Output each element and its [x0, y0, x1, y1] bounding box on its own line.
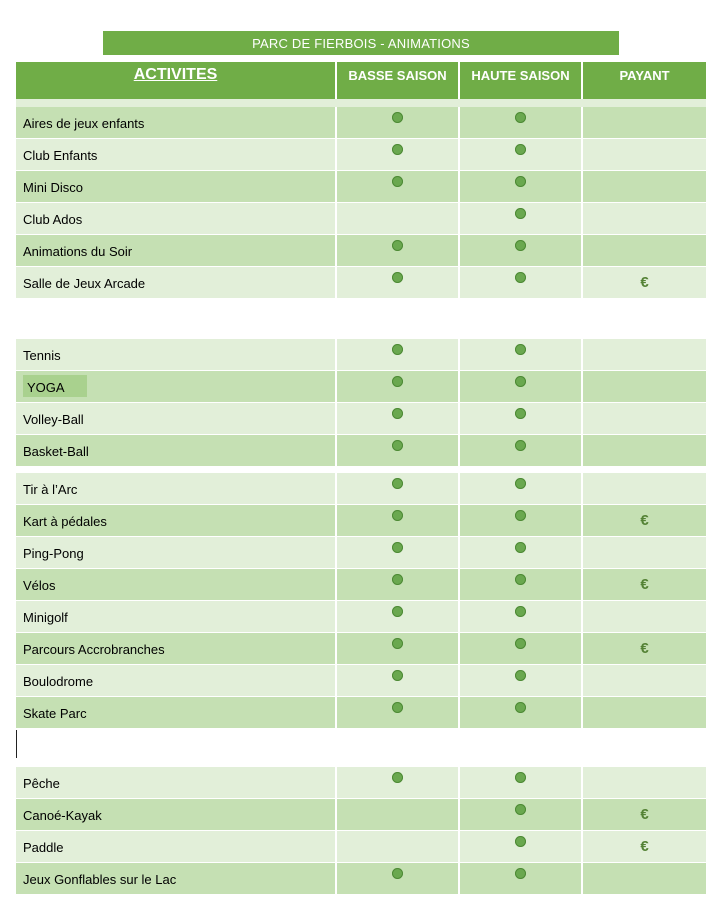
- euro-icon: €: [640, 576, 649, 593]
- payant-cell: [583, 435, 706, 466]
- activity-label: Minigolf: [23, 610, 68, 625]
- table-row: [16, 863, 706, 894]
- euro-icon: €: [640, 806, 649, 823]
- payant-cell: [583, 537, 706, 568]
- green-dot-icon: [515, 440, 526, 451]
- table-row: [16, 799, 706, 830]
- activity-label: Tennis: [23, 348, 61, 363]
- payant-cell: [583, 403, 706, 434]
- payant-cell: [583, 799, 706, 830]
- green-dot-icon: [392, 702, 403, 713]
- green-dot-icon: [515, 702, 526, 713]
- basse-saison-cell: [337, 203, 458, 234]
- haute-saison-cell: [460, 403, 581, 434]
- basse-saison-cell: [337, 139, 458, 170]
- activity-cell: [16, 473, 335, 504]
- payant-cell: [583, 863, 706, 894]
- haute-saison-cell: [460, 203, 581, 234]
- haute-saison-cell: [460, 171, 581, 202]
- green-dot-icon: [392, 542, 403, 553]
- page-title: PARC DE FIERBOIS - ANIMATIONS: [103, 31, 619, 55]
- haute-saison-cell: [460, 601, 581, 632]
- activity-label: Salle de Jeux Arcade: [23, 276, 146, 291]
- haute-saison-cell: [460, 435, 581, 466]
- payant-cell: [583, 107, 706, 138]
- haute-saison-cell: [460, 473, 581, 504]
- activity-label: Mini Disco: [23, 180, 83, 195]
- activity-label: Basket-Ball: [23, 444, 89, 459]
- green-dot-icon: [515, 344, 526, 355]
- activity-label: Tir à l’Arc: [23, 482, 78, 497]
- green-dot-icon: [392, 112, 403, 123]
- activity-cell: [16, 697, 335, 728]
- basse-saison-cell: [337, 505, 458, 536]
- header-haute-saison: HAUTE SAISON: [460, 62, 581, 99]
- activity-label: Vélos: [23, 578, 56, 593]
- green-dot-icon: [515, 112, 526, 123]
- basse-saison-cell: [337, 601, 458, 632]
- header-separator: [16, 99, 706, 107]
- table-row: [16, 537, 706, 568]
- haute-saison-cell: [460, 665, 581, 696]
- activity-label: Boulodrome: [23, 674, 94, 689]
- activity-label: Club Enfants: [23, 148, 98, 163]
- green-dot-icon: [515, 574, 526, 585]
- basse-saison-cell: [337, 403, 458, 434]
- activity-label: Animations du Soir: [23, 244, 133, 259]
- green-dot-icon: [515, 408, 526, 419]
- basse-saison-cell: [337, 799, 458, 830]
- payant-cell: [583, 235, 706, 266]
- green-dot-icon: [515, 638, 526, 649]
- basse-saison-cell: [337, 831, 458, 862]
- green-dot-icon: [515, 772, 526, 783]
- payant-cell: [583, 371, 706, 402]
- table-row: [16, 235, 706, 266]
- green-dot-icon: [392, 272, 403, 283]
- table-row: [16, 267, 706, 298]
- haute-saison-cell: [460, 339, 581, 370]
- green-dot-icon: [392, 868, 403, 879]
- green-dot-icon: [392, 606, 403, 617]
- green-dot-icon: [392, 510, 403, 521]
- table-row: [16, 569, 706, 600]
- green-dot-icon: [392, 478, 403, 489]
- haute-saison-cell: [460, 235, 581, 266]
- payant-cell: [583, 139, 706, 170]
- green-dot-icon: [515, 144, 526, 155]
- activity-label: Jeux Gonflables sur le Lac: [23, 872, 177, 887]
- basse-saison-cell: [337, 767, 458, 798]
- header-activites: ACTIVITES: [16, 62, 335, 99]
- table-row: [16, 171, 706, 202]
- basse-saison-cell: [337, 171, 458, 202]
- payant-cell: [583, 697, 706, 728]
- green-dot-icon: [392, 344, 403, 355]
- green-dot-icon: [392, 772, 403, 783]
- activity-cell: [16, 863, 335, 894]
- basse-saison-cell: [337, 267, 458, 298]
- basse-saison-cell: [337, 665, 458, 696]
- activity-cell: [16, 371, 335, 402]
- haute-saison-cell: [460, 697, 581, 728]
- green-dot-icon: [515, 670, 526, 681]
- payant-cell: [583, 339, 706, 370]
- table-row: [16, 371, 706, 402]
- payant-cell: [583, 601, 706, 632]
- activity-cell: [16, 403, 335, 434]
- activity-cell: [16, 537, 335, 568]
- table-row: [16, 601, 706, 632]
- activity-cell: [16, 139, 335, 170]
- activity-label: Club Ados: [23, 212, 83, 227]
- basse-saison-cell: [337, 339, 458, 370]
- activity-cell: [16, 767, 335, 798]
- table-row: [16, 665, 706, 696]
- activity-label: Pêche: [23, 776, 60, 791]
- green-dot-icon: [392, 574, 403, 585]
- basse-saison-cell: [337, 863, 458, 894]
- basse-saison-cell: [337, 569, 458, 600]
- table-row: [16, 107, 706, 138]
- green-dot-icon: [392, 670, 403, 681]
- haute-saison-cell: [460, 371, 581, 402]
- green-dot-icon: [392, 376, 403, 387]
- activity-label: YOGA: [27, 380, 65, 395]
- activity-label: Ping-Pong: [23, 546, 84, 561]
- activity-cell: [16, 601, 335, 632]
- basse-saison-cell: [337, 371, 458, 402]
- green-dot-icon: [515, 868, 526, 879]
- haute-saison-cell: [460, 767, 581, 798]
- haute-saison-cell: [460, 505, 581, 536]
- activity-cell: [16, 569, 335, 600]
- activity-label: Aires de jeux enfants: [23, 116, 145, 131]
- table-row: [16, 203, 706, 234]
- basse-saison-cell: [337, 473, 458, 504]
- activity-label: Paddle: [23, 840, 64, 855]
- activity-cell: [16, 235, 335, 266]
- payant-cell: [583, 665, 706, 696]
- basse-saison-cell: [337, 107, 458, 138]
- green-dot-icon: [515, 240, 526, 251]
- haute-saison-cell: [460, 831, 581, 862]
- green-dot-icon: [392, 408, 403, 419]
- activity-label: Canoé-Kayak: [23, 808, 102, 823]
- table-row: [16, 403, 706, 434]
- haute-saison-cell: [460, 569, 581, 600]
- table-row: [16, 505, 706, 536]
- basse-saison-cell: [337, 697, 458, 728]
- activity-cell: [16, 665, 335, 696]
- haute-saison-cell: [460, 107, 581, 138]
- payant-cell: [583, 203, 706, 234]
- haute-saison-cell: [460, 633, 581, 664]
- euro-icon: €: [640, 640, 649, 657]
- euro-icon: €: [640, 838, 649, 855]
- activity-cell: [16, 339, 335, 370]
- green-dot-icon: [515, 376, 526, 387]
- haute-saison-cell: [460, 537, 581, 568]
- euro-icon: €: [640, 512, 649, 529]
- activity-label: Parcours Accrobranches: [23, 642, 165, 657]
- table-row: [16, 831, 706, 862]
- haute-saison-cell: [460, 267, 581, 298]
- payant-cell: [583, 633, 706, 664]
- payant-cell: [583, 171, 706, 202]
- green-dot-icon: [392, 240, 403, 251]
- green-dot-icon: [515, 804, 526, 815]
- text-highlight: [23, 375, 87, 397]
- activity-cell: [16, 171, 335, 202]
- payant-cell: [583, 569, 706, 600]
- payant-cell: [583, 831, 706, 862]
- activity-cell: [16, 799, 335, 830]
- header-basse-saison: BASSE SAISON: [337, 62, 458, 99]
- activity-label: Kart à pédales: [23, 514, 107, 529]
- table-row: [16, 473, 706, 504]
- green-dot-icon: [515, 606, 526, 617]
- green-dot-icon: [392, 144, 403, 155]
- activity-cell: [16, 107, 335, 138]
- green-dot-icon: [515, 836, 526, 847]
- activity-label: Volley-Ball: [23, 412, 84, 427]
- activity-cell: [16, 267, 335, 298]
- green-dot-icon: [515, 510, 526, 521]
- payant-cell: [583, 505, 706, 536]
- table-row: [16, 339, 706, 370]
- header-payant: PAYANT: [583, 62, 706, 99]
- payant-cell: [583, 267, 706, 298]
- haute-saison-cell: [460, 799, 581, 830]
- green-dot-icon: [515, 208, 526, 219]
- activity-cell: [16, 505, 335, 536]
- table-row: [16, 767, 706, 798]
- haute-saison-cell: [460, 139, 581, 170]
- basse-saison-cell: [337, 633, 458, 664]
- table-row: [16, 633, 706, 664]
- basse-saison-cell: [337, 537, 458, 568]
- text-cursor: [16, 730, 17, 758]
- green-dot-icon: [515, 542, 526, 553]
- table-row: [16, 139, 706, 170]
- green-dot-icon: [392, 176, 403, 187]
- green-dot-icon: [515, 272, 526, 283]
- green-dot-icon: [392, 638, 403, 649]
- activity-cell: [16, 633, 335, 664]
- green-dot-icon: [515, 478, 526, 489]
- activity-cell: [16, 203, 335, 234]
- green-dot-icon: [392, 440, 403, 451]
- activity-label: Skate Parc: [23, 706, 87, 721]
- activity-cell: [16, 435, 335, 466]
- payant-cell: [583, 473, 706, 504]
- table-row: [16, 697, 706, 728]
- haute-saison-cell: [460, 863, 581, 894]
- euro-icon: €: [640, 274, 649, 291]
- basse-saison-cell: [337, 435, 458, 466]
- payant-cell: [583, 767, 706, 798]
- table-row: [16, 435, 706, 466]
- activity-cell: [16, 831, 335, 862]
- green-dot-icon: [515, 176, 526, 187]
- basse-saison-cell: [337, 235, 458, 266]
